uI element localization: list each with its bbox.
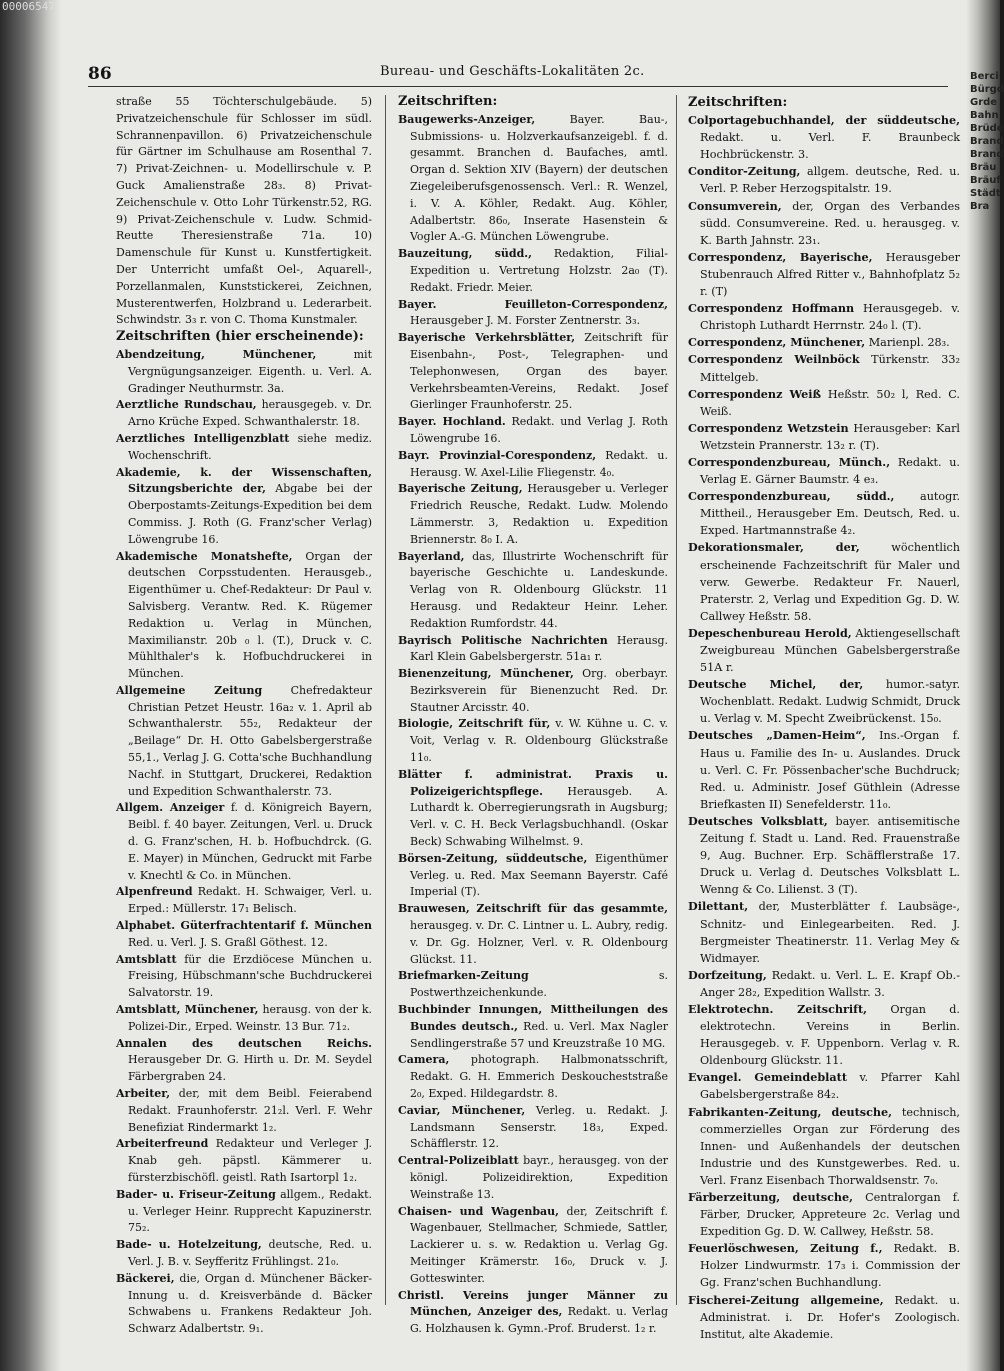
entry-headword: Buchbinder Innungen, Mittheilungen des Bundes deutsch., xyxy=(398,1003,668,1033)
entry-headword: Deutsches Volksblatt, xyxy=(688,813,828,828)
column-divider xyxy=(676,95,677,1305)
directory-entry xyxy=(116,800,372,884)
directory-entry xyxy=(116,397,372,431)
entry-list xyxy=(398,112,668,1338)
entry-text: v. W. Kühne u. C. v. Voit, Verlag v. R. Oldenbourg Glückstraße 11₀. xyxy=(410,717,668,765)
directory-entry xyxy=(688,898,960,966)
entry-text: Türkenstr. 33₂ Mittelgeb. xyxy=(700,353,960,384)
directory-entry xyxy=(116,952,372,1002)
directory-entry xyxy=(398,666,668,716)
entry-text: herausgegeb. v. Dr. Arno Krüche Exped. Schwanthalerstr. 18. xyxy=(128,398,372,429)
entry-headword: Camera, xyxy=(398,1053,450,1067)
directory-entry xyxy=(688,676,960,727)
page-number: 86 xyxy=(88,64,112,84)
entry-headword: Christl. Vereins junger Männer zu München, Anzeiger des, xyxy=(398,1288,668,1319)
directory-entry xyxy=(688,539,960,624)
entry-headword: Aerztliches Intelligenzblatt xyxy=(116,431,290,445)
facing-page-text: Berci Bürgd Grde Bahn Brüde Brand Brand Bräu Bräuf Städt Bra xyxy=(970,71,1004,212)
entry-text: Herausgeb. A. Luthardt k. Oberregierungsrath in Augsburg; Verl. v. C. H. Beck Verlagsbuchhandl. (Oskar Beck) Schwabing Wilhelmst. 9. xyxy=(410,784,668,849)
directory-entry xyxy=(688,420,960,454)
text-column-2 xyxy=(398,94,668,1344)
entry-text: Herausgeber J. M. Forster Zentnerstr. 3₃. xyxy=(410,314,641,328)
entry-headword: Bade- u. Hotelzeitung, xyxy=(116,1238,262,1252)
entry-headword: Bienenzeitung, Münchener, xyxy=(398,667,574,681)
entry-list xyxy=(688,112,960,1343)
entry-text: Org. oberbayr. Bezirksverein für Bienenzucht Red. Dr. Stautner Arcisstr. 40. xyxy=(410,667,668,714)
directory-entry xyxy=(116,884,372,918)
directory-entry xyxy=(398,549,668,633)
text-column-1 xyxy=(116,94,372,1344)
section-heading: Zeitschriften (hier erscheinende): xyxy=(116,329,364,345)
entry-headword: Baugewerks-Anzeiger, xyxy=(398,112,536,126)
directory-entry xyxy=(398,1052,668,1102)
entry-text: Redakt. u. Verlag E. Gärner Baumstr. 4 e₃. xyxy=(700,455,960,487)
entry-headword: Correspondenzbureau, südd., xyxy=(688,489,895,504)
entry-headword: Amtsblatt, Münchener, xyxy=(116,1003,259,1017)
entry-text: Zeitschrift für Eisenbahn-, Post-, Telegraphen- und Telephonwesen, Organ des bayer. Verkehrsbeamten-Vereins, Redakt. Josef Gierlinger Fraunhoferstr. 25. xyxy=(410,331,668,412)
entry-headword: Arbeiterfreund xyxy=(116,1137,209,1151)
entry-headword: Caviar, Münchener, xyxy=(398,1103,526,1117)
entry-text: der, Zeitschrift f. Wagenbauer, Stellmacher, Schmiede, Sattler, Lackierer u. s. w. Redaktion u. Verlag Gg. Meitinger Krämerstr. 16₀, Druck v. J. Gotteswinter. xyxy=(410,1204,668,1285)
directory-entry xyxy=(116,431,372,465)
entry-headword: Bayrisch Politische Nachrichten xyxy=(398,633,608,647)
entry-headword: Arbeiter, xyxy=(116,1087,171,1101)
entry-text: Herausgeber Stubenrauch Alfred Ritter v., Bahnhofplatz 5₂ r. (T) xyxy=(700,250,960,299)
entry-headword: Depeschenbureau Herold, xyxy=(688,625,852,640)
entry-headword: Bayr. Provinzial-Corespondenz, xyxy=(398,448,597,462)
facing-page-edge xyxy=(966,0,1004,1371)
entry-text: technisch, commerzielles Organ zur Förderung des Innen- und Außenhandels der deutschen Industrie und des Kunstgewerbes. Red. u. Verl. Franz Eisenbach Thorwaldsenstr. 7₀. xyxy=(700,1105,960,1187)
entry-headword: Bayer. Hochland. xyxy=(398,415,506,429)
entry-headword: Correspondenz Hoffmann xyxy=(688,301,855,316)
entry-text: Herausgeber u. Verleger Friedrich Reusche, Redakt. Ludw. Molendo Lämmerstr. 3, Redaktion u. Expedition Briennerstr. 8₀ I. A. xyxy=(410,482,668,546)
entry-headword: Abendzeitung, Münchener, xyxy=(116,347,317,361)
directory-entry xyxy=(688,1001,960,1069)
directory-entry xyxy=(688,386,960,420)
entry-text: allgem. deutsche, Red. u. Verl. P. Reber Herzogspitalstr. 19. xyxy=(700,165,960,196)
entry-text: Chefredakteur Christian Petzet Heustr. 16a₂ v. 1. April ab Schwanthalerstr. 55₂, Redakteur der „Beilage“ Dr. H. Otto Gabelsbergerstraße 55,1., Verlag J. G. Cotta'sche Buchhandlung Nachf. in Stuttgart, Druckerei, Redaktion und Expedition Schwanthalerstr. 73. xyxy=(128,683,372,798)
directory-entry xyxy=(116,465,372,549)
directory-entry xyxy=(398,1288,668,1338)
entry-text: Ins.-Organ f. Haus u. Familie des In- u. Auslandes. Druck u. Verl. C. Fr. Pössenbacher'sche Buchdruck; Red. u. Administr. Josef Güthlein (Adresse Briefkasten II) Senefelderstr. 11₀. xyxy=(700,729,961,811)
entry-text: f. d. Königreich Bayern, Beibl. f. 40 bayer. Zeitungen, Verl. u. Druck d. G. Franz'schen, H. b. Hofbuchdrck. (G. E. Mayer) in München, Gedruckt mit Farbe v. Knechtl & Co. in München. xyxy=(128,801,372,882)
entry-text: Redakt. u. Verl. F. Braunbeck Hochbrückenstr. 3. xyxy=(700,131,960,162)
entry-text: Redakt. u. Verlag G. Holzhausen k. Gymn.-Prof. Bruderst. 1₂ r. xyxy=(410,1305,668,1336)
directory-entry xyxy=(398,1153,668,1203)
entry-headword: Annalen des deutschen Reichs. xyxy=(116,1036,372,1050)
directory-entry xyxy=(688,813,960,898)
directory-entry xyxy=(688,454,960,488)
directory-entry xyxy=(398,851,668,901)
entry-text: Herausgeber: Karl Wetzstein Prannerstr. 13₂ r. (T). xyxy=(700,421,960,452)
directory-entry xyxy=(116,1271,372,1338)
entry-headword: Fischerei-Zeitung allgemeine, xyxy=(688,1292,884,1307)
entry-text: wöchentlich erscheinende Fachzeitschrift für Maler und verw. Gewerbe. Redakteur Fr. Nauerl, Praterstr. 2, Verlag und Expedition Gg. D. W. Callwey Heßstr. 58. xyxy=(700,541,960,623)
entry-headword: Feuerlöschwesen, Zeitung f., xyxy=(688,1241,883,1256)
entry-headword: Chaisen- und Wagenbau, xyxy=(398,1204,559,1218)
entry-text: Redakt. H. Schwaiger, Verl. u. Erped.: Müllerstr. 17₁ Belisch. xyxy=(128,885,372,916)
directory-entry xyxy=(688,488,960,539)
directory-entry xyxy=(398,767,668,851)
entry-text: s. Postwerthzeichenkunde. xyxy=(410,969,668,1000)
directory-entry xyxy=(688,334,960,351)
entry-text: Herausg. Karl Klein Gabelsbergerstr. 51a₁ r. xyxy=(410,633,669,664)
entry-headword: Blätter f. administrat. Praxis u. Polizeigerichtspflege. xyxy=(398,767,668,798)
entry-text: der, Organ des Verbandes südd. Consumvereine. Red. u. herausgeg. v. K. Barth Jahnstr. 23₁. xyxy=(700,199,960,247)
entry-text: Redakteur und Verleger J. Knab geh. päpstl. Kämmerer u. fürsterzbischöfl. geistl. Rath Isartorpl 1₂. xyxy=(128,1137,372,1184)
directory-entry xyxy=(398,1103,668,1153)
directory-entry xyxy=(688,351,960,385)
entry-headword: Deutsche Michel, der, xyxy=(688,677,864,692)
section-heading: Zeitschriften: xyxy=(688,95,788,110)
entry-text: Redaktion, Filial-Expedition u. Vertretung Holzstr. 2a₀ (T). Redakt. Friedr. Meier. xyxy=(410,247,668,294)
entry-text: Organ der deutschen Corpsstudenten. Herausgeb., Eigenthümer u. Chef-Redakteur: Dr Paul v. Salvisberg. Verantw. Red. K. Rügemer Redaktion u. Verlag in München, Maximilianstr. 20b ₀ l. (T.), Druck v. C. Mühlthaler's k. Hofbuchdruckerei in München. xyxy=(128,549,372,681)
entry-text: Centralorgan f. Färber, Drucker, Appreteure 2c. Verlag und Expedition Gg. D. W. Callwey, Heßstr. 58. xyxy=(700,1191,960,1239)
directory-entry xyxy=(116,1036,372,1086)
entry-text: siehe mediz. Wochenschrift. xyxy=(128,431,372,462)
entry-headword: Bayer. Feuilleton-Correspondenz, xyxy=(398,297,668,311)
column-divider xyxy=(385,95,386,1305)
entry-text: herausgeg. v. Dr. C. Lintner u. L. Aubry, redig. v. Dr. Gg. Holzner, Verl. v. R. Oldenbourg Glückst. 11. xyxy=(410,919,668,966)
directory-entry xyxy=(688,967,960,1001)
directory-entry xyxy=(398,330,668,414)
entry-headword: Correspondenz Wetzstein xyxy=(688,420,849,435)
entry-headword: Correspondenz Weilnböck xyxy=(688,352,860,367)
directory-entry xyxy=(116,347,372,397)
directory-entry xyxy=(688,249,960,300)
entry-text: allgem., Redakt. u. Verleger Heinr. Rupprecht Kapuzinerstr. 75₂. xyxy=(128,1187,372,1235)
entry-text: bayr., herausgeg. von der königl. Polizeidirektion, Expedition Weinstraße 13. xyxy=(410,1154,668,1201)
entry-text: Herausgeber Dr. G. Hirth u. Dr. M. Seydel Färbergraben 24. xyxy=(128,1053,372,1084)
entry-headword: Dilettant, xyxy=(688,899,749,914)
directory-entry xyxy=(398,448,668,482)
running-head: Bureau- und Geschäfts-Lokalitäten 2c. xyxy=(380,64,645,79)
entry-text: der, mit dem Beibl. Feierabend Redakt. Fraunhoferstr. 21₂l. Verl. F. Wehr Benefiziat Rindermarkt 1₂. xyxy=(128,1087,372,1134)
entry-headword: Aerztliche Rundschau, xyxy=(116,398,257,412)
entry-headword: Conditor-Zeitung, xyxy=(688,164,801,179)
directory-entry xyxy=(398,414,668,448)
entry-headword: Consumverein, xyxy=(688,198,782,213)
entry-text: photograph. Halbmonatsschrift, Redakt. G. H. Emmerich Deskoucheststraße 2₀, Exped. Hildegardstr. 8. xyxy=(410,1053,668,1101)
entry-text: deutsche, Red. u. Verl. J. B. v. Seyfferitz Frühlingst. 21₀. xyxy=(128,1238,372,1268)
entry-headword: Färberzeitung, deutsche, xyxy=(688,1190,854,1204)
entry-text: Bayer. Bau-, Submissions- u. Holzverkaufsanzeigebl. f. d. gesammt. Branchen d. Baufaches, amtl. Organ d. Sektion XIV (Bayern) der deutschen Ziegeleiberufsgenossensch. Verl.: R. Wenzel, i. V. A. Köhler, Redakt. Aug. Köhler, Adalbertstr. 86₀, Inserate Hasenstein & Vogler A.-G. München Löwengrube. xyxy=(410,112,668,244)
entry-headword: Colportagebuchhandel, der süddeutsche, xyxy=(688,113,960,128)
entry-headword: Central-Polizeiblatt xyxy=(398,1154,519,1168)
entry-headword: Dekorationsmaler, der, xyxy=(688,540,860,555)
entry-list xyxy=(116,347,372,1338)
entry-headword: Allgem. Anzeiger xyxy=(116,801,225,815)
entry-text: Redakt. B. Holzer Lindwurmstr. 17₃ i. Commission der Gg. Franz'schen Buchhandlung. xyxy=(700,1242,960,1290)
scan-id: 00006547 xyxy=(2,0,55,13)
directory-entry xyxy=(398,716,668,766)
entry-text: herausg. von der k. Polizei-Dir., Erped. Weinstr. 13 Bur. 71₂. xyxy=(128,1003,372,1033)
entry-headword: Correspondenz, Münchener, xyxy=(688,335,866,350)
entry-headword: Elektrotechn. Zeitschrift, xyxy=(688,1001,868,1016)
entry-headword: Deutsches „Damen-Heim“, xyxy=(688,728,866,743)
directory-entry xyxy=(398,1204,668,1288)
entry-headword: Alphabet. Güterfrachtentarif f. München xyxy=(116,919,372,933)
entry-headword: Fabrikanten-Zeitung, deutsche, xyxy=(688,1104,893,1119)
continuation-text: straße 55 Töchterschulgebäude. 5) Privatzeichenschule für Schlosser im südl. Schrannenpavillon. 6) Privatzeichenschule für Gärtner im Schulhause am Rosenthal 7. 7) Privat-Zeichnen- u. Modellirschule v. P. Guck Amalienstraße 28₃. 8) Privat-Zeichenschule v. Otto Lohr Türkenstr.52, RG. 9) Privat-Zeichenschule v. Ludw. Schmid-Reutte Theresienstraße 71a. 10) Damenschule für Kunst u. Kunstfertigkeit. Der Unterricht umfaßt Oel-, Aquarell-, Porzellanmalen, Kunststickerei, Zeichnen, Musterentwerfen, Holzbrand u. Lederarbeit. Schwindstr. 3₃ r. von C. Thoma Kunstmaler. xyxy=(116,95,372,327)
entry-headword: Allgemeine Zeitung xyxy=(116,683,263,697)
entry-headword: Bayerland, xyxy=(398,549,465,563)
entry-text: Redakt. u. Verl. L. E. Krapf Ob.-Anger 28₂, Expedition Wallstr. 3. xyxy=(700,968,960,999)
entry-text: Herausgegeb. v. Christoph Luthardt Herrnstr. 24₀ l. (T). xyxy=(700,302,960,333)
entry-text: mit Vergnügungsanzeiger. Eigenth. u. Verl. A. Gradinger Neuthurmstr. 3a. xyxy=(128,347,372,395)
entry-headword: Akademische Monatshefte, xyxy=(116,549,293,563)
entry-text: bayer. antisemitische Zeitung f. Stadt u. Land. Red. Frauenstraße 9, Aug. Buchner. Erp. Schäfflerstraße 17. Druck u. Verlag d. Deutsches Volksblatt L. Wenng & Co. Lilienst. 3 (T). xyxy=(700,814,960,897)
directory-entry xyxy=(688,1104,960,1189)
entry-text: humor.-satyr. Wochenblatt. Redakt. Ludwig Schmidt, Druck u. Verlag v. M. Specht Zweibrückenst. 15₀. xyxy=(700,678,960,726)
entry-headword: Bäckerei, xyxy=(116,1271,175,1285)
entry-headword: Correspondenz, Bayerische, xyxy=(688,249,873,264)
directory-entry xyxy=(398,901,668,968)
entry-headword: Dorfzeitung, xyxy=(688,967,767,982)
directory-entry xyxy=(398,246,668,296)
entry-text: Aktiengesellschaft Zweigbureau München Gabelsbergerstraße 51A r. xyxy=(700,626,960,675)
directory-entry xyxy=(398,297,668,331)
directory-entry xyxy=(116,1086,372,1136)
directory-entry xyxy=(116,918,372,952)
entry-text: Verleg. u. Redakt. J. Landsmann Senserstr. 18₃, Exped. Schäfflerstr. 12. xyxy=(410,1103,668,1151)
entry-headword: Evangel. Gemeindeblatt xyxy=(688,1070,847,1085)
directory-entry xyxy=(116,1187,372,1237)
directory-entry xyxy=(398,481,668,548)
directory-entry xyxy=(688,300,960,334)
directory-entry xyxy=(116,1237,372,1271)
directory-entry xyxy=(688,1292,960,1343)
entry-headword: Börsen-Zeitung, süddeutsche, xyxy=(398,851,588,865)
entry-headword: Briefmarken-Zeitung xyxy=(398,969,529,983)
entry-text: für die Erzdiöcese München u. Freising, Hübschmann'sche Buchdruckerei Salvatorstr. 19. xyxy=(128,952,372,1000)
entry-text: Organ d. elektrotechn. Vereins in Berlin. Herausgegeb. v. F. Uppenborn. Verlag v. R. Oldenbourg Glückstr. 11. xyxy=(700,1002,960,1068)
entry-text: Marienpl. 28₃. xyxy=(865,336,950,350)
directory-entry xyxy=(688,727,960,812)
directory-entry xyxy=(688,163,960,197)
directory-entry xyxy=(116,549,372,683)
entry-headword: Bader- u. Friseur-Zeitung xyxy=(116,1187,276,1201)
entry-text: der, Musterblätter f. Laubsäge-, Schnitz- und Einlegearbeiten. Red. J. Bergmeister Theatinerstr. 11. Verlag Mey & Widmayer. xyxy=(700,900,960,965)
entry-headword: Correspondenz Weiß xyxy=(688,386,822,401)
entry-headword: Amtsblatt xyxy=(116,952,177,966)
directory-entry xyxy=(116,1136,372,1186)
directory-entry xyxy=(688,198,960,249)
entry-text: Redakt. u. Administrat. i. Dr. Hofer's Zoologisch. Institut, alte Akademie. xyxy=(700,1293,960,1341)
directory-entry xyxy=(398,633,668,667)
entry-text: Abgabe bei der Oberpostamts-Zeitungs-Expedition bei dem Commiss. J. Roth (G. Franz'scher Verlag) Löwengrube 16. xyxy=(128,482,372,546)
directory-entry xyxy=(116,1002,372,1036)
entry-text: Red. u. Verl. J. S. Graßl Göthest. 12. xyxy=(128,935,328,949)
text-column-3 xyxy=(688,94,960,1344)
entry-text: Redakt. u. Herausg. W. Axel-Lilie Fliegenstr. 4₀. xyxy=(410,448,668,479)
entry-text: Eigenthümer Verleg. u. Red. Max Seemann Bayerstr. Café Imperial (T). xyxy=(410,851,668,899)
entry-headword: Bayerische Zeitung, xyxy=(398,482,523,496)
directory-entry xyxy=(688,1240,960,1291)
section-heading: Zeitschriften: xyxy=(398,94,498,109)
entry-text: Heßstr. 50₂ l, Red. C. Weiß. xyxy=(700,387,960,418)
directory-entry xyxy=(398,1002,668,1052)
entry-headword: Correspondenzbureau, Münch., xyxy=(688,454,891,469)
entry-headword: Bauzeitung, südd., xyxy=(398,247,532,261)
page-binding-shadow xyxy=(0,0,62,1371)
entry-text: die, Organ d. Münchener Bäcker-Innung u. d. Kreisverbände d. Bäcker Schwabens u. Frankens Redakteur Joh. Schwarz Adalbertstr. 9₁. xyxy=(128,1271,372,1336)
entry-headword: Akademie, k. der Wissenschaften, Sitzungsberichte der, xyxy=(116,465,372,496)
entry-text: Redakt. und Verlag J. Roth Löwengrube 16. xyxy=(410,415,668,445)
directory-entry xyxy=(398,112,668,246)
entry-text: v. Pfarrer Kahl Gabelsbergerstraße 84₂. xyxy=(700,1071,961,1102)
directory-entry xyxy=(116,683,372,801)
entry-headword: Alpenfreund xyxy=(116,885,193,899)
entry-text: das, Illustrirte Wochenschrift für bayerische Geschichte u. Landeskunde. Verlag von R. Oldenbourg Glückstr. 11 Herausg. und Redakteur Heinr. Leher. Redaktion Rumfordstr. 44. xyxy=(410,549,668,630)
header-rule xyxy=(88,86,948,87)
entry-headword: Biologie, Zeitschrift für, xyxy=(398,717,551,731)
directory-entry xyxy=(688,1189,960,1240)
directory-entry xyxy=(688,625,960,676)
entry-headword: Brauwesen, Zeitschrift für das gesammte, xyxy=(398,902,668,916)
entry-text: autogr. Mittheil., Herausgeber Em. Deutsch, Red. u. Exped. Hartmannstraße 4₂. xyxy=(700,490,960,538)
entry-headword: Bayerische Verkehrsblätter, xyxy=(398,331,576,345)
directory-entry xyxy=(688,1069,960,1103)
directory-entry xyxy=(688,112,960,163)
directory-entry xyxy=(398,968,668,1002)
entry-text: Red. u. Verl. Max Nagler Sendlingerstraße 57 und Kreuzstraße 10 MG. xyxy=(410,1019,668,1050)
